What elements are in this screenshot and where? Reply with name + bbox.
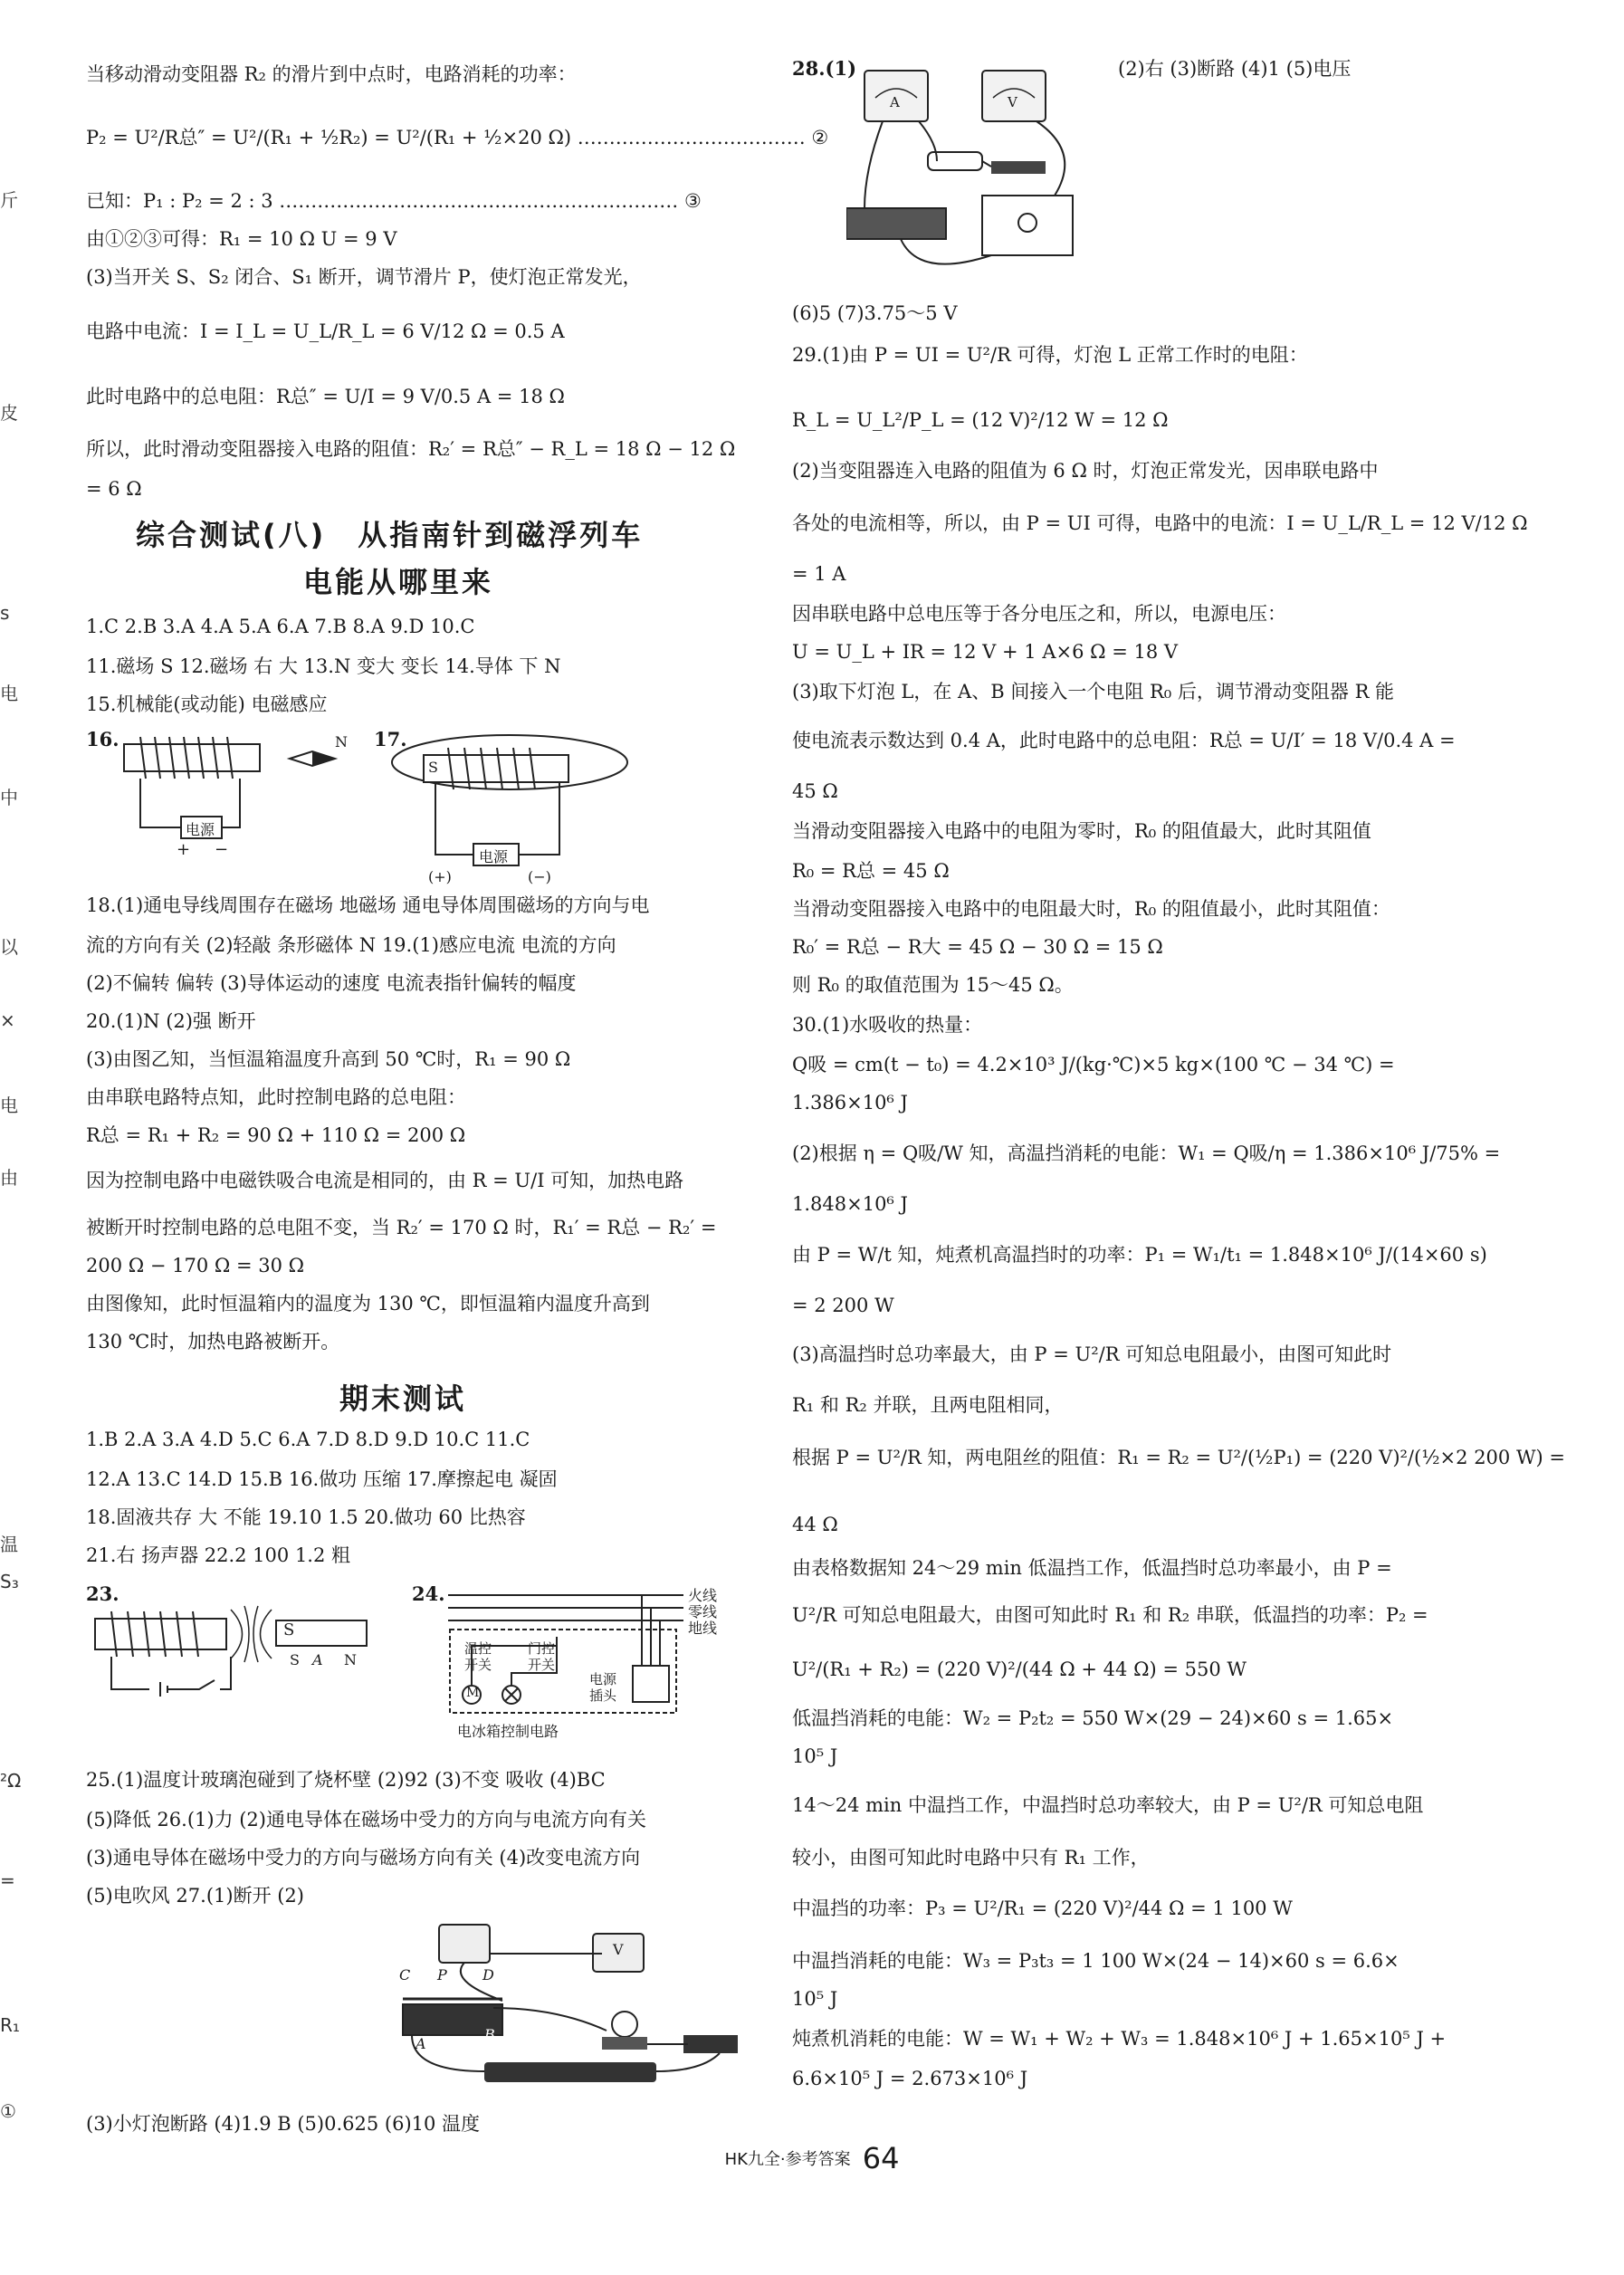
margin-mark: s <box>0 602 10 624</box>
formula-line: P₂ = U²/R总″ = U²/(R₁ + ½R₂) = U²/(R₁ + ½×20 Ω) ……………………………… ② <box>86 127 829 148</box>
margin-mark: × <box>0 1009 15 1031</box>
figure-23 <box>86 1582 394 1700</box>
terminal-label: B <box>484 2026 495 2043</box>
formula-line: 中温挡的功率：P₃ = U²/R₁ = (220 V)²/44 Ω = 1 100 W <box>792 1897 1293 1919</box>
answer-line: 29.(1)由 P = UI = U²/R 可得，灯泡 L 正常工作时的电阻： <box>792 344 1308 366</box>
answer-line: (3)通电导体在磁场中受力的方向与磁场方向有关 (4)改变电流方向 <box>86 1847 641 1869</box>
voltmeter-label: V <box>613 1941 624 1958</box>
formula-line: 各处的电流相等，所以，由 P = UI 可得，电路中的电流：I = U_L/R_L = 12 V/12 Ω <box>792 512 1528 534</box>
plug-label: 电源 <box>589 1671 617 1687</box>
formula-line: 低温挡消耗的电能：W₂ = P₂t₂ = 550 W×(29 − 24)×60 s = 1.65× <box>792 1707 1394 1729</box>
answer-line: 45 Ω <box>792 780 838 802</box>
margin-mark: 电 <box>0 683 18 704</box>
formula-line: R₀′ = R总 − R大 = 45 Ω − 30 Ω = 15 Ω <box>792 936 1163 958</box>
answer-line: (2)右 (3)断路 (4)1 (5)电压 <box>1118 58 1352 80</box>
answer-line: (5)降低 26.(1)力 (2)通电导体在磁场中受力的方向与电流方向有关 <box>86 1809 646 1831</box>
formula-line: R_L = U_L²/P_L = (12 V)²/12 W = 12 Ω <box>792 409 1169 431</box>
text-line: 当移动滑动变阻器 R₂ 的滑片到中点时，电路消耗的功率： <box>86 63 577 85</box>
formula-line: (2)根据 η = Q吸/W 知，高温挡消耗的电能：W₁ = Q吸/η = 1.386×10⁶ J/75% = <box>792 1142 1501 1164</box>
margin-mark: = <box>0 1869 15 1891</box>
ammeter-label: A <box>890 94 900 110</box>
answer-line: (2)当变阻器连入电路的阻值为 6 Ω 时，灯泡正常发光，因串联电路中 <box>792 460 1379 482</box>
answer-line: (5)电吹风 27.(1)断开 (2) <box>86 1885 304 1907</box>
answer-line: 130 ℃时，加热电路被断开。 <box>86 1331 340 1353</box>
margin-mark: 由 <box>0 1167 18 1189</box>
plus-label: (+) <box>428 868 452 885</box>
minus-label: (−) <box>528 868 551 885</box>
text-line: (3)当开关 S、S₂ 闭合、S₁ 断开，调节滑片 P，使灯泡正常发光， <box>86 266 642 288</box>
motor-label: M <box>466 1686 480 1700</box>
answer-line: 21.右 扬声器 22.2 100 1.2 粗 <box>86 1544 351 1566</box>
formula-line: 根据 P = U²/R 知，两电阻丝的阻值：R₁ = R₂ = U²/(½P₁) = (220 V)²/(½×2 200 W) = <box>792 1447 1565 1468</box>
slider-label: P <box>437 1966 447 1983</box>
figure-17 <box>374 728 664 891</box>
plug-label: 插头 <box>589 1687 617 1704</box>
text-line: 所以，此时滑动变阻器接入电路的阻值：R₂′ = R总″ − R_L = 18 Ω − 12 Ω <box>86 438 736 460</box>
pole-label: S <box>428 759 438 776</box>
answer-line: 200 Ω − 170 Ω = 30 Ω <box>86 1255 305 1276</box>
figure-label: 16. <box>86 728 119 750</box>
answer-line: 流的方向有关 (2)轻敲 条形磁体 N 19.(1)感应电流 电流的方向 <box>86 934 616 956</box>
answer-line: (3)小灯泡断路 (4)1.9 B (5)0.625 (6)10 温度 <box>86 2113 481 2135</box>
formula-line: U²/R 可知总电阻最大，由图可知此时 R₁ 和 R₂ 串联，低温挡的功率：P₂ = <box>792 1604 1428 1626</box>
answer-line: 1.848×10⁶ J <box>792 1193 908 1215</box>
answer-line: 18.(1)通电导线周围存在磁场 地磁场 通电导体周围磁场的方向与电 <box>86 894 650 916</box>
answer-line: 1.C 2.B 3.A 4.A 5.A 6.A 7.B 8.A 9.D 10.C <box>86 616 475 637</box>
margin-mark: 以 <box>0 936 18 958</box>
answer-line: = 2 200 W <box>792 1295 894 1316</box>
figure-label: 24. <box>412 1582 445 1605</box>
answer-line: 1.386×10⁶ J <box>792 1092 908 1114</box>
electromagnet-diagram <box>86 1582 394 1700</box>
neutral-wire-label: 零线 <box>688 1603 718 1620</box>
point-label: A <box>312 1651 323 1668</box>
page-footer <box>0 2141 1624 2175</box>
page-number: 64 <box>862 2141 900 2175</box>
formula-line: 使电流表示数达到 0.4 A，此时电路中的总电阻：R总 = U/I′ = 18 V/0.4 A = <box>792 730 1456 751</box>
live-wire-label: 火线 <box>688 1587 718 1604</box>
formula-line: (3)高温挡时总功率最大，由 P = U²/R 可知总电阻最小，由图可知此时 <box>792 1343 1392 1365</box>
text-line: = 6 Ω <box>86 478 142 500</box>
formula-line: 中温挡消耗的电能：W₃ = P₃t₃ = 1 100 W×(24 − 14)×60 s = 6.6× <box>792 1950 1400 1972</box>
answer-line: R₁ 和 R₂ 并联，且两电阻相同， <box>792 1394 1064 1416</box>
answer-line: (3)取下灯泡 L，在 A、B 间接入一个电阻 R₀ 后，调节滑动变阻器 R 能 <box>792 681 1395 703</box>
footer-label: HK九全·参考答案 <box>724 2150 851 2169</box>
margin-mark: 中 <box>0 787 18 808</box>
margin-mark: 斤 <box>0 189 18 211</box>
answer-line: 因串联电路中总电压等于各分电压之和，所以，电源电压： <box>792 603 1286 625</box>
figure-27 <box>376 1917 756 2098</box>
terminal-label: D <box>482 1966 494 1983</box>
margin-mark: ²Ω <box>0 1770 22 1792</box>
formula-line: 由 P = W/t 知，炖煮机高温挡时的功率：P₁ = W₁/t₁ = 1.848×10⁶ J/(14×60 s) <box>792 1244 1487 1266</box>
answer-line: 44 Ω <box>792 1514 838 1535</box>
figure-24 <box>412 1582 756 1745</box>
answer-line: 则 R₀ 的取值范围为 15～45 Ω。 <box>792 974 1074 996</box>
answer-line: 11.磁场 S 12.磁场 右 大 13.N 变大 变长 14.导体 下 N <box>86 655 561 677</box>
terminal-label: C <box>399 1966 411 1983</box>
answer-line: (6)5 (7)3.75～5 V <box>792 302 958 324</box>
answer-line: 30.(1)水吸收的热量： <box>792 1014 983 1036</box>
answer-line: 10⁵ J <box>792 1745 838 1767</box>
section-title: 综合测试(八) 从指南针到磁浮列车 <box>136 518 644 552</box>
power-source-label: 电源 <box>186 821 215 838</box>
door-switch-label: 开关 <box>528 1657 556 1673</box>
answer-line: 当滑动变阻器接入电路中的电阻最大时，R₀ 的阻值最小，此时其阻值： <box>792 898 1390 920</box>
formula-line: 此时电路中的总电阻：R总″ = U/I = 9 V/0.5 A = 18 Ω <box>86 386 565 407</box>
answer-line: = 1 A <box>792 563 846 585</box>
answer-line: 由图像知，此时恒温箱内的温度为 130 ℃，即恒温箱内温度升高到 <box>86 1293 650 1314</box>
figure-16 <box>86 728 376 864</box>
answer-line: 12.A 13.C 14.D 15.B 16.做功 压缩 17.摩擦起电 凝固 <box>86 1468 558 1490</box>
formula-line: 电路中电流：I = I_L = U_L/R_L = 6 V/12 Ω = 0.5 A <box>86 320 565 342</box>
answer-line: 较小，由图可知此时电路中只有 R₁ 工作， <box>792 1847 1150 1869</box>
measurement-circuit-diagram <box>846 62 1091 288</box>
answer-line: 18.固液共存 大 不能 19.10 1.5 20.做功 60 比热容 <box>86 1506 526 1528</box>
figure-caption: 电冰箱控制电路 <box>457 1723 559 1740</box>
plus-label: + <box>177 840 191 859</box>
section-subtitle: 电能从哪里来 <box>303 565 494 599</box>
solenoid-diagram <box>86 728 376 864</box>
formula-line: 炖煮机消耗的电能：W = W₁ + W₂ + W₃ = 1.848×10⁶ J + 1.65×10⁵ J + <box>792 2028 1447 2050</box>
answer-line: (3)由图乙知，当恒温箱温度升高到 50 ℃时，R₁ = 90 Ω <box>86 1048 571 1070</box>
temp-switch-label: 温控 <box>464 1640 492 1657</box>
text-line: 已知：P₁ : P₂ = 2 : 3 ……………………………………………………… ③ <box>86 190 702 212</box>
margin-mark: 电 <box>0 1094 18 1116</box>
text-line: 由①②③可得：R₁ = 10 Ω U = 9 V <box>86 228 397 250</box>
voltmeter-label: V <box>1008 94 1017 110</box>
answer-line: 由串联电路特点知，此时控制电路的总电阻： <box>86 1086 466 1108</box>
lamp-circuit-diagram <box>376 1917 756 2098</box>
margin-mark: 温 <box>0 1534 18 1555</box>
pole-label: S <box>290 1651 300 1668</box>
answer-line: 15.机械能(或动能) 电磁感应 <box>86 693 328 715</box>
pole-label: N <box>335 733 348 750</box>
figure-label: 23. <box>86 1582 119 1605</box>
margin-mark: ① <box>0 2100 16 2122</box>
answer-line: (2)不偏转 偏转 (3)导体运动的速度 电流表指针偏转的幅度 <box>86 972 577 994</box>
answer-line: 10⁵ J <box>792 1988 838 2010</box>
ground-wire-label: 地线 <box>688 1620 718 1637</box>
formula-line: U = U_L + IR = 12 V + 1 A×6 Ω = 18 V <box>792 641 1179 663</box>
terminal-label: A <box>416 2035 426 2052</box>
pole-label: S <box>283 1620 295 1639</box>
power-source-label: 电源 <box>479 848 509 865</box>
answer-line: 当滑动变阻器接入电路中的电阻为零时，R₀ 的阻值最大，此时其阻值 <box>792 820 1371 842</box>
formula-line: U²/(R₁ + R₂) = (220 V)²/(44 Ω + 44 Ω) = 550 W <box>792 1658 1247 1680</box>
section-title: 期末测试 <box>339 1381 467 1416</box>
answer-line: R总 = R₁ + R₂ = 90 Ω + 110 Ω = 200 Ω <box>86 1124 466 1146</box>
answer-line: 20.(1)N (2)强 断开 <box>86 1010 256 1032</box>
margin-mark: 皮 <box>0 402 18 424</box>
answer-line: 因为控制电路中电磁铁吸合电流是相同的，由 R = U/I 可知，加热电路 <box>86 1170 684 1191</box>
margin-mark: S₃ <box>0 1571 19 1592</box>
minus-label: − <box>215 840 229 859</box>
figure-label: 17. <box>374 728 407 750</box>
margin-mark: R₁ <box>0 2014 20 2036</box>
formula-line: 14～24 min 中温挡工作，中温挡时总功率较大，由 P = U²/R 可知总电阻 <box>792 1794 1424 1816</box>
answer-line: 6.6×10⁵ J = 2.673×10⁶ J <box>792 2068 1028 2089</box>
answer-line: 25.(1)温度计玻璃泡碰到了烧杯壁 (2)92 (3)不变 吸收 (4)BC <box>86 1769 606 1791</box>
formula-line: R₀ = R总 = 45 Ω <box>792 860 950 882</box>
answer-line: 由表格数据知 24～29 min 低温挡工作，低温挡时总功率最小，由 P = <box>792 1557 1392 1579</box>
solenoid-field-diagram <box>374 728 664 891</box>
question-label: 28.(1) <box>792 57 857 80</box>
temp-switch-label: 开关 <box>464 1657 492 1673</box>
door-switch-label: 门控 <box>528 1640 556 1657</box>
pole-label: N <box>344 1651 357 1668</box>
answer-line: 被断开时控制电路的总电阻不变，当 R₂′ = 170 Ω 时，R₁′ = R总 − R₂′ = <box>86 1217 717 1238</box>
figure-28 <box>846 62 1091 288</box>
formula-line: Q吸 = cm(t − t₀) = 4.2×10³ J/(kg·℃)×5 kg×(100 ℃ − 34 ℃) = <box>792 1054 1395 1075</box>
answer-line: 1.B 2.A 3.A 4.D 5.C 6.A 7.D 8.D 9.D 10.C 11.C <box>86 1429 530 1450</box>
